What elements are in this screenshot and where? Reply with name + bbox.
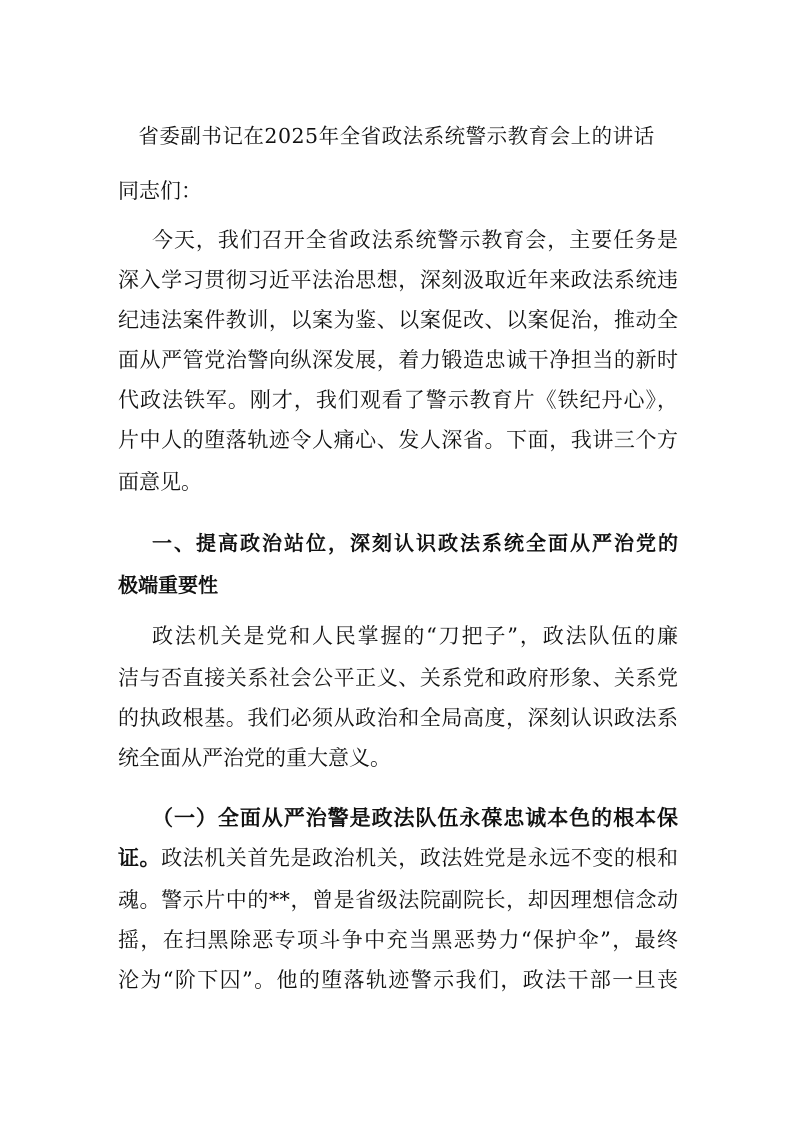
subsection-heading-end: 证。 <box>118 845 162 870</box>
paragraph-line: 魂。警示片中的**，曾是省级法院副院长，却因理想信念动 <box>118 888 678 912</box>
section-heading: 一、提高政治站位，深刻认识政法系统全面从严治党的 <box>152 531 678 555</box>
paragraph-line: 沦为“阶下囚”。他的堕落轨迹警示我们，政法干部一旦丧 <box>118 968 678 992</box>
document-title: 省委副书记在2025年全省政法系统警示教育会上的讲话 <box>138 124 655 148</box>
paragraph-line: 的执政根基。我们必须从政治和全局高度，深刻认识政法系 <box>118 706 678 730</box>
intro-line: 深入学习贯彻习近平法治思想，深刻汲取近年来政法系统违 <box>118 268 678 292</box>
intro-line: 代政法铁军。刚才，我们观看了警示教育片《铁纪丹心》， <box>118 388 678 412</box>
intro-line: 纪违法案件教训，以案为鉴、以案促改、以案促治，推动全 <box>118 308 678 332</box>
subsection-line <box>118 838 678 878</box>
section-heading: 极端重要性 <box>118 573 218 597</box>
intro-line: 面意见。 <box>118 470 202 494</box>
paragraph-line: 摇，在扫黑除恶专项斗争中充当黑恶势力“保护伞”，最终 <box>118 928 678 952</box>
paragraph-line: 政法机关是党和人民掌握的“刀把子”，政法队伍的廉 <box>152 624 678 648</box>
paragraph-line: 统全面从严治党的重大意义。 <box>118 746 391 770</box>
subsection-heading: （一）全面从严治警是政法队伍永葆忠诚本色的根本保 <box>152 805 678 830</box>
intro-line: 今天，我们召开全省政法系统警示教育会，主要任务是 <box>152 228 678 252</box>
intro-line: 面从严管党治警向纵深发展，着力锻造忠诚干净担当的新时 <box>118 348 678 372</box>
paragraph-line: 洁与否直接关系社会公平正义、关系党和政府形象、关系党 <box>118 666 678 690</box>
subsection-text: 政法机关首先是政治机关，政法姓党是永远不变的根和 <box>161 846 679 870</box>
intro-line: 片中人的堕落轨迹令人痛心、发人深省。下面，我讲三个方 <box>118 428 678 452</box>
salutation: 同志们： <box>118 179 202 203</box>
